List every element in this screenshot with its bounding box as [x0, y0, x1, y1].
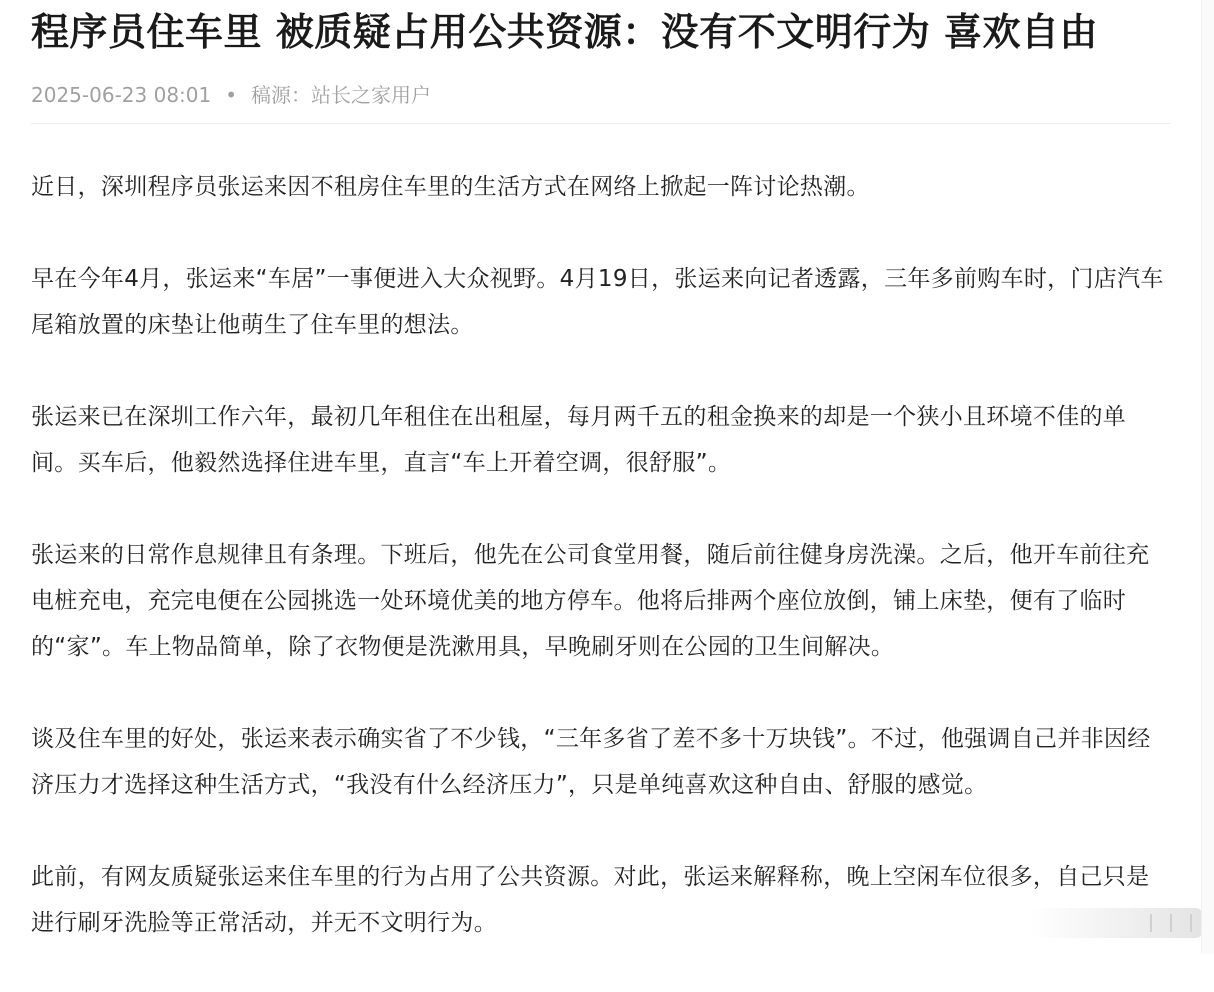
paragraph-3: 张运来已在深圳工作六年，最初几年租住在出租屋，每月两千五的租金换来的却是一个狭小且环境不佳的单间。买车后，他毅然选择住进车里，直言“车上开着空调，很舒服”。	[31, 404, 1127, 476]
paragraph-5: 谈及住车里的好处，张运来表示确实省了不少钱，“三年多省了差不多十万块钱”。不过，他强调自己并非因经济压力才选择这种生活方式，“我没有什么经济压力”，只是单纯喜欢这种自由、舒服的感觉。	[31, 726, 1151, 798]
article-title: 程序员住车里 被质疑占用公共资源：没有不文明行为 喜欢自由	[31, 10, 1098, 54]
vertical-scrollbar[interactable]	[1201, 0, 1214, 954]
article-body	[31, 164, 1171, 946]
fade-tick	[1190, 914, 1192, 932]
article-meta	[31, 82, 1171, 108]
paragraph-2: 早在今年4月，张运来“车居”一事便进入大众视野。4月19日，张运来向记者透露，三年多前购车时，门店汽车尾箱放置的床垫让他萌生了住车里的想法。	[31, 266, 1164, 338]
paragraph-6: 此前，有网友质疑张运来住车里的行为占用了公共资源。对此，张运来解释称，晚上空闲车位很多，自己只是进行刷牙洗脸等正常活动，并无不文明行为。	[31, 864, 1150, 936]
header-divider	[31, 123, 1171, 124]
watermark-fade	[1030, 908, 1202, 938]
fade-tick	[1150, 914, 1152, 932]
article-source: 稿源：站长之家用户	[251, 83, 432, 107]
article	[31, 0, 1171, 992]
publish-date: 2025-06-23 08:01	[31, 83, 212, 107]
meta-separator: •	[225, 83, 238, 107]
fade-tick	[1170, 914, 1172, 932]
paragraph-4: 张运来的日常作息规律且有条理。下班后，他先在公司食堂用餐，随后前往健身房洗澡。之后，他开车前往充电桩充电，充完电便在公园挑选一处环境优美的地方停车。他将后排两个座位放倒，铺上床垫，便有了临时的“家”。车上物品简单，除了衣物便是洗漱用具，早晚刷牙则在公园的卫生间解决。	[31, 542, 1150, 660]
paragraph-1: 近日，深圳程序员张运来因不租房住车里的生活方式在网络上掀起一阵讨论热潮。	[31, 174, 870, 200]
